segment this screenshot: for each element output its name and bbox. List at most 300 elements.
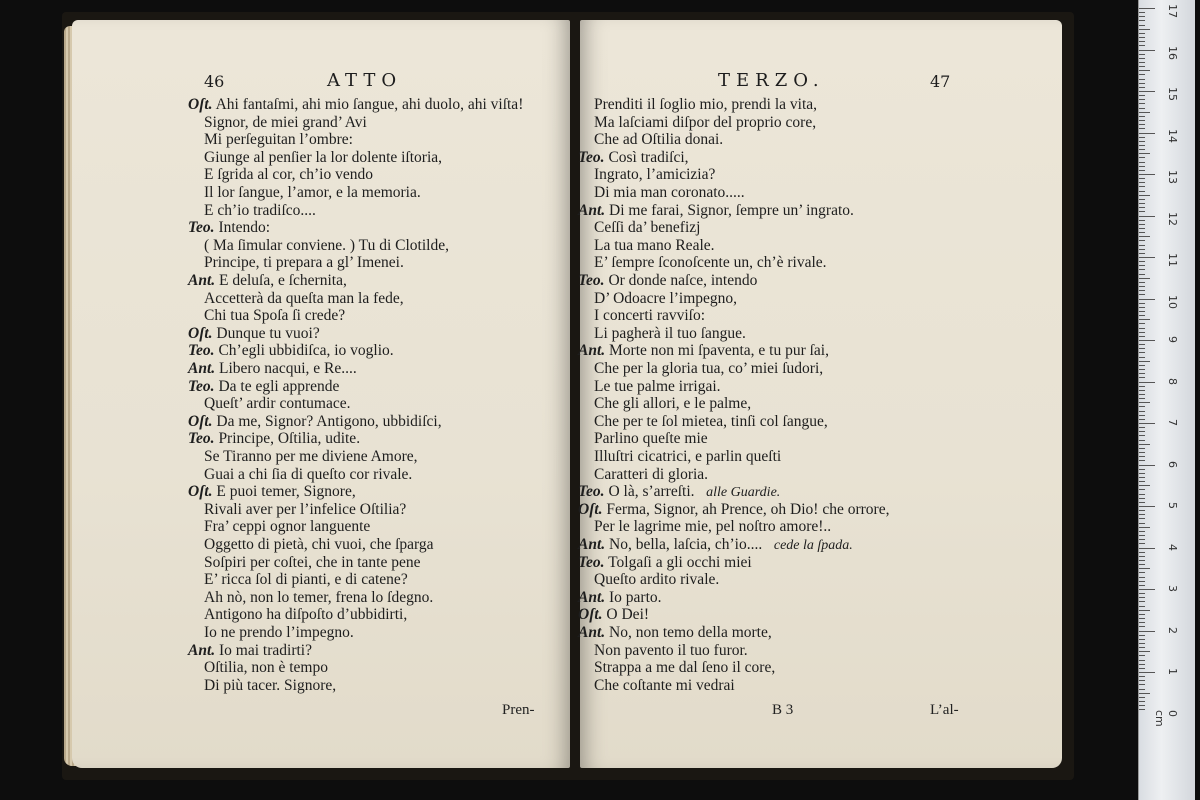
verse-text: Di mia man coronato.....	[594, 184, 745, 201]
ruler-tick	[1139, 157, 1145, 158]
ruler-tick	[1139, 394, 1145, 395]
verse-text: Ahi fantaſmi, ahi mio ſangue, ahi duolo, ahi viſta!	[215, 96, 524, 113]
text-line	[594, 466, 708, 484]
verse-text: Queſt’ ardir contumace.	[204, 395, 351, 413]
ruler-tick	[1139, 253, 1145, 254]
right-page-number: 47	[930, 72, 951, 91]
verse-text: Tolgaſi a gli occhi miei	[608, 553, 752, 571]
ruler-tick	[1139, 141, 1145, 142]
ruler-tick	[1139, 112, 1150, 113]
ruler-label: 4	[1166, 543, 1179, 551]
ruler-tick	[1139, 311, 1145, 312]
ruler-tick	[1139, 435, 1145, 436]
text-line	[594, 395, 751, 413]
ruler-tick	[1139, 560, 1145, 561]
verse-text: No, bella, laſcia, ch’io....	[609, 536, 763, 553]
text-line	[594, 448, 781, 466]
ruler-tick	[1139, 618, 1145, 619]
ruler-tick	[1139, 651, 1150, 652]
text-line	[594, 325, 746, 343]
ruler-tick	[1139, 647, 1145, 648]
ruler-tick	[1139, 639, 1145, 640]
ruler-tick	[1139, 274, 1145, 275]
ruler-tick	[1139, 220, 1145, 221]
ruler-tick	[1139, 543, 1145, 544]
ruler-tick	[1139, 365, 1145, 366]
ruler-tick	[1139, 336, 1145, 337]
ruler-tick	[1139, 74, 1145, 75]
ruler-tick	[1139, 290, 1145, 291]
ruler-label: 5	[1166, 502, 1179, 509]
text-line	[204, 589, 433, 607]
ruler-tick	[1139, 182, 1145, 183]
ruler-tick	[1139, 323, 1145, 324]
ruler-tick	[1139, 128, 1145, 129]
ruler-tick	[1139, 340, 1155, 341]
text-line	[204, 518, 370, 536]
ruler-tick	[1139, 62, 1145, 63]
ruler-tick	[1139, 50, 1155, 51]
verse-text: Queſto ardito rivale.	[594, 571, 720, 589]
text-line	[594, 413, 828, 431]
ruler-tick	[1139, 489, 1145, 490]
speaker-label: Oſt.	[188, 96, 213, 113]
verse-text: ( Ma ſimular conviene. ) Tu di Clotilde,	[204, 236, 449, 254]
verse-text: Rivali aver per l’infelice Oſtilia?	[204, 500, 407, 518]
stage-direction: cede la ſpada.	[773, 538, 853, 553]
verse-text: Per le lagrime mie, pel noſtro amore!..	[594, 518, 832, 536]
ruler-label: 2	[1166, 626, 1179, 634]
ruler-tick	[1139, 564, 1145, 565]
speaker-label: Oſt.	[188, 324, 213, 342]
ruler-tick	[1139, 33, 1145, 34]
text-line	[594, 219, 700, 237]
verse-text: Le tue palme irrigai.	[594, 377, 721, 395]
ruler-tick	[1139, 124, 1145, 125]
speaker-label: Oſt.	[578, 500, 603, 518]
verse-text: Di più tacer. Signore,	[204, 676, 337, 694]
ruler-tick	[1139, 539, 1145, 540]
ruler-tick	[1139, 531, 1145, 532]
ruler-label: 10	[1166, 294, 1179, 309]
verse-text: La tua mano Reale.	[594, 236, 715, 254]
verse-text: No, non temo della morte,	[609, 624, 772, 641]
ruler-tick	[1139, 626, 1145, 627]
text-line	[204, 307, 345, 325]
ruler-tick	[1139, 170, 1145, 171]
verse-text: Non pavento il tuo furor.	[594, 641, 748, 659]
verse-text: Ch’egli ubbidiſca, io voglio.	[218, 342, 394, 360]
text-line	[204, 131, 353, 149]
ruler-tick	[1139, 103, 1145, 104]
speaker-label: Teo.	[188, 342, 215, 360]
text-line	[204, 184, 421, 202]
ruler-tick	[1139, 643, 1145, 644]
text-line	[594, 677, 735, 695]
ruler-tick	[1139, 494, 1145, 495]
ruler-tick	[1139, 328, 1145, 329]
verse-text: Fra’ ceppi ognor languente	[204, 518, 371, 536]
ruler-label: 3	[1166, 585, 1179, 592]
verse-text: E’ ricca ſol di pianti, e di catene?	[204, 571, 408, 589]
ruler-tick	[1139, 195, 1150, 196]
ruler-tick	[1139, 116, 1145, 117]
ruler-tick	[1139, 294, 1145, 295]
ruler-tick	[1139, 332, 1145, 333]
ruler-tick	[1139, 552, 1145, 553]
text-line	[594, 378, 721, 396]
verse-text: Che per la gloria tua, co’ miei ſudori,	[594, 360, 824, 377]
text-line	[578, 483, 780, 502]
ruler-tick	[1139, 137, 1145, 138]
ruler-tick	[1139, 548, 1155, 549]
ruler-tick	[1139, 622, 1145, 623]
verse-text: E’ ſempre ſconoſcente un, ch’è rivale.	[594, 254, 827, 272]
ruler-tick	[1139, 502, 1145, 503]
verse-text: O là, s’arreſti.	[608, 483, 695, 501]
ruler-tick	[1139, 29, 1150, 30]
text-line	[578, 501, 889, 519]
speaker-label: Teo.	[188, 219, 215, 237]
verse-text: Principe, Oſtilia, udite.	[218, 430, 361, 448]
text-line	[188, 272, 347, 290]
ruler-tick	[1139, 635, 1145, 636]
ruler-tick	[1139, 601, 1145, 602]
verse-text: Strappa a me dal ſeno il core,	[594, 659, 776, 677]
ruler-tick	[1139, 460, 1145, 461]
text-line	[188, 219, 270, 237]
text-line	[594, 131, 723, 149]
ruler-tick	[1139, 91, 1155, 92]
ruler-tick	[1139, 149, 1145, 150]
text-line	[578, 149, 689, 167]
left-page-header: ATTO	[327, 70, 403, 91]
ruler-tick	[1139, 54, 1145, 55]
verse-text: Caratteri di gloria.	[594, 465, 709, 483]
ruler-tick	[1139, 523, 1145, 524]
ruler-tick	[1139, 556, 1145, 557]
verse-text: Accetterà da queſta man la fede,	[204, 289, 404, 307]
speaker-label: Ant.	[188, 272, 216, 289]
ruler-tick	[1139, 133, 1155, 134]
ruler-tick	[1139, 315, 1145, 316]
ruler-tick	[1139, 672, 1155, 673]
ruler-tick	[1139, 236, 1150, 237]
verse-text: I concerti ravviſo:	[594, 307, 706, 325]
ruler-tick	[1139, 485, 1150, 486]
speaker-label: Oſt.	[188, 483, 213, 501]
ruler-tick	[1139, 352, 1145, 353]
text-line	[594, 114, 816, 132]
ruler-tick	[1139, 705, 1145, 706]
ruler-tick	[1139, 411, 1145, 412]
ruler-tick	[1139, 440, 1145, 441]
ruler-tick	[1139, 577, 1145, 578]
speaker-label: Ant.	[578, 624, 606, 641]
ruler-tick	[1139, 216, 1155, 217]
left-page	[72, 20, 570, 768]
ruler-tick	[1139, 386, 1145, 387]
ruler-label: 9	[1166, 336, 1179, 343]
ruler-label: 11	[1166, 253, 1179, 267]
ruler-tick	[1139, 589, 1155, 590]
speaker-label: Ant.	[578, 588, 606, 606]
ruler-tick	[1139, 153, 1150, 154]
speaker-label: Ant.	[578, 342, 606, 360]
verse-text: Che gli allori, e le palme,	[594, 395, 752, 413]
verse-text: Ceſſi da’ benefizj	[594, 219, 701, 237]
text-line	[204, 677, 336, 695]
ruler-tick	[1139, 477, 1145, 478]
verse-text: Signor, de miei grand’ Avi	[204, 113, 367, 131]
ruler-tick	[1139, 390, 1145, 391]
text-line	[594, 254, 827, 272]
verse-text: Intendo:	[218, 219, 271, 237]
ruler-tick	[1139, 12, 1145, 13]
ruler-tick	[1139, 655, 1145, 656]
ruler-label: 7	[1166, 419, 1179, 426]
text-line	[578, 589, 662, 607]
ruler-tick	[1139, 606, 1145, 607]
verse-text: Antigono ha diſpoſto d’ubbidirti,	[204, 606, 408, 624]
text-line	[204, 254, 404, 272]
text-line	[594, 307, 705, 325]
speaker-label: Ant.	[578, 201, 606, 219]
ruler-tick	[1139, 186, 1145, 187]
text-line	[594, 184, 745, 202]
ruler-tick	[1139, 506, 1155, 507]
text-line	[204, 554, 421, 572]
text-line	[594, 166, 715, 184]
ruler-tick	[1139, 369, 1145, 370]
ruler-tick	[1139, 427, 1145, 428]
ruler-label: 8	[1166, 377, 1179, 385]
text-line	[204, 466, 412, 484]
ruler-tick	[1139, 83, 1145, 84]
ruler-tick	[1139, 382, 1155, 383]
verse-text: Ingrato, l’amicizia?	[594, 166, 716, 184]
ruler-tick	[1139, 431, 1145, 432]
ruler-tick	[1139, 191, 1145, 192]
ruler-tick	[1139, 568, 1150, 569]
verse-text: Il lor ſangue, l’amor, e la memoria.	[204, 184, 421, 201]
ruler-tick	[1139, 162, 1145, 163]
verse-text: Morte non mi ſpaventa, e tu pur ſai,	[609, 342, 829, 360]
text-line	[594, 518, 831, 536]
text-line	[204, 395, 350, 413]
speaker-label: Teo.	[578, 483, 605, 501]
ruler-tick	[1139, 199, 1145, 200]
text-line	[204, 501, 406, 519]
ruler-tick	[1139, 514, 1145, 515]
ruler-tick	[1139, 398, 1145, 399]
speaker-label: Teo.	[188, 377, 215, 395]
ruler-tick	[1139, 249, 1145, 250]
ruler-tick	[1139, 178, 1145, 179]
ruler-tick	[1139, 668, 1145, 669]
ruler-tick	[1139, 452, 1145, 453]
ruler-tick	[1139, 684, 1145, 685]
text-line	[204, 624, 354, 642]
text-line	[204, 237, 449, 255]
verse-text: Così tradiſci,	[608, 148, 689, 166]
ruler-tick	[1139, 469, 1145, 470]
text-line	[204, 571, 408, 589]
ruler-tick	[1139, 535, 1145, 536]
ruler-tick	[1139, 456, 1145, 457]
ruler-tick	[1139, 269, 1145, 270]
ruler-label: 13	[1166, 170, 1179, 184]
text-line	[594, 642, 748, 660]
ruler-tick	[1139, 510, 1145, 511]
ruler-tick	[1139, 278, 1150, 279]
measuring-ruler	[1138, 0, 1195, 800]
text-line	[188, 96, 523, 114]
left-catchword: Pren-	[502, 702, 535, 718]
ruler-tick	[1139, 45, 1145, 46]
ruler-tick	[1139, 174, 1155, 175]
ruler-tick	[1139, 20, 1145, 21]
ruler-tick	[1139, 701, 1145, 702]
ruler-tick	[1139, 87, 1145, 88]
speaker-label: Ant.	[188, 360, 216, 377]
ruler-tick	[1139, 498, 1145, 499]
text-line	[188, 642, 312, 660]
verse-text: E ch’io tradiſco....	[204, 201, 316, 219]
verse-text: Dunque tu vuoi?	[216, 324, 320, 342]
text-line	[204, 606, 407, 624]
verse-text: Or donde naſce, intendo	[608, 272, 758, 289]
verse-text: Principe, ti prepara a gl’ Imenei.	[204, 254, 404, 272]
ruler-tick	[1139, 120, 1145, 121]
text-line	[594, 360, 823, 378]
verse-text: O Dei!	[606, 606, 650, 624]
verse-text: Che per te ſol mietea, tinſi col ſangue,	[594, 412, 828, 430]
ruler-label: 15	[1166, 87, 1179, 101]
ruler-label: 12	[1166, 211, 1179, 226]
ruler-label: 1	[1166, 668, 1179, 675]
ruler-tick	[1139, 16, 1145, 17]
ruler-tick	[1139, 245, 1145, 246]
ruler-tick	[1139, 680, 1145, 681]
ruler-tick	[1139, 70, 1150, 71]
ruler-tick	[1139, 203, 1145, 204]
speaker-label: Teo.	[578, 553, 605, 571]
text-line	[188, 430, 360, 448]
verse-text: Oggetto di pietà, chi vuoi, che ſparga	[204, 536, 434, 553]
verse-text: Libero nacqui, e Re....	[219, 360, 357, 377]
verse-text: Oſtilia, non è tempo	[204, 659, 328, 677]
ruler-tick	[1139, 402, 1150, 403]
text-line	[578, 342, 829, 360]
ruler-tick	[1139, 593, 1145, 594]
ruler-tick	[1139, 527, 1150, 528]
verse-text: Li pagherà il tuo ſangue.	[594, 324, 746, 342]
ruler-tick	[1139, 419, 1145, 420]
verse-text: Prenditi il ſoglio mio, prendi la vita,	[594, 96, 818, 113]
text-line	[204, 202, 316, 220]
ruler-tick	[1139, 108, 1145, 109]
text-line	[594, 659, 775, 677]
text-line	[578, 624, 772, 642]
ruler-tick	[1139, 25, 1145, 26]
text-line	[188, 483, 356, 501]
speaker-label: Oſt.	[188, 412, 213, 430]
ruler-tick	[1139, 481, 1145, 482]
ruler-tick	[1139, 166, 1145, 167]
ruler-tick	[1139, 415, 1145, 416]
ruler-tick	[1139, 423, 1155, 424]
ruler-tick	[1139, 597, 1145, 598]
ruler-tick	[1139, 361, 1150, 362]
ruler-tick	[1139, 299, 1155, 300]
right-page-header: TERZO.	[718, 70, 825, 91]
verse-text: Che ad Oſtilia donai.	[594, 131, 724, 149]
verse-text: Parlino queſte mie	[594, 430, 708, 448]
verse-text: Che coſtante mi vedrai	[594, 676, 735, 694]
ruler-tick	[1139, 357, 1145, 358]
ruler-tick	[1139, 585, 1145, 586]
speaker-label: Teo.	[578, 148, 605, 166]
ruler-tick	[1139, 303, 1145, 304]
signature-mark: B 3	[772, 702, 794, 718]
speaker-label: Oſt.	[578, 606, 603, 624]
ruler-tick	[1139, 211, 1145, 212]
ruler-label: 16	[1166, 45, 1179, 60]
verse-text: Guai a chi ſia di queſto cor rivale.	[204, 465, 413, 483]
ruler-tick	[1139, 58, 1145, 59]
text-line	[204, 149, 442, 167]
text-line	[594, 237, 715, 255]
verse-text: E puoi temer, Signore,	[216, 483, 356, 501]
ruler-label: 6	[1166, 460, 1179, 468]
verse-text: Soſpiri per coſtei, che in tante pene	[204, 553, 421, 571]
text-line	[594, 430, 708, 448]
verse-text: Ma laſciami diſpor del proprio core,	[594, 113, 817, 131]
ruler-tick	[1139, 676, 1145, 677]
text-line	[188, 342, 394, 360]
text-line	[578, 554, 752, 572]
ruler-tick	[1139, 99, 1145, 100]
ruler-tick	[1139, 689, 1145, 690]
ruler-tick	[1139, 709, 1145, 710]
verse-text: D’ Odoacre l’impegno,	[594, 289, 738, 307]
text-line	[188, 413, 442, 431]
ruler-tick	[1139, 448, 1145, 449]
ruler-tick	[1139, 79, 1145, 80]
ruler-tick	[1139, 41, 1145, 42]
verse-text: Io ne prendo l’impegno.	[204, 624, 354, 641]
text-line	[188, 378, 339, 396]
verse-text: Di me farai, Signor, ſempre un’ ingrato.	[609, 201, 854, 219]
verse-text: Io parto.	[609, 588, 662, 606]
text-line	[578, 272, 757, 290]
ruler-tick	[1139, 286, 1145, 287]
text-line	[204, 659, 328, 677]
ruler-tick	[1139, 697, 1145, 698]
verse-text: Se Tiranno per me diviene Amore,	[204, 448, 418, 465]
ruler-tick	[1139, 145, 1145, 146]
ruler-tick	[1139, 473, 1145, 474]
text-line	[188, 325, 320, 343]
text-line	[578, 536, 853, 555]
text-line	[594, 571, 719, 589]
left-page-number: 46	[204, 72, 225, 91]
ruler-tick	[1139, 207, 1145, 208]
ruler-tick	[1139, 37, 1145, 38]
ruler-tick	[1139, 261, 1145, 262]
text-line	[594, 96, 817, 114]
